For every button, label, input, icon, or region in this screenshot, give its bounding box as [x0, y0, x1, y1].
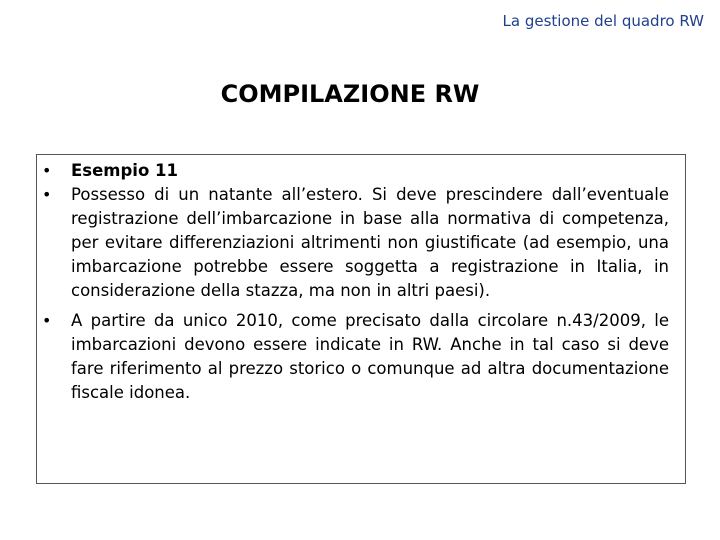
- bullet-dot-icon: •: [42, 311, 52, 330]
- header-text: La gestione del quadro RW: [502, 12, 704, 30]
- bullet-list: [37, 159, 669, 405]
- bullet-text-unico-2010: A partire da unico 2010, come precisato dalla circolare n.43/2009, le imbarcazioni devono essere indicate in RW. Anche in tal caso si deve fare riferimento al prezzo storico o comunque ad altra documentazione fiscale idonea.: [71, 311, 669, 402]
- bullet-dot-icon: •: [42, 161, 52, 180]
- bullet-text-possesso: Possesso di un natante all’estero. Si deve prescindere dall’eventuale registrazione dell’imbarcazione in base alla normativa di competenza, per evitare differenziazioni altrimenti non giustificate (ad esempio, una imbarcazione potrebbe essere soggetta a registrazione in Italia, in considerazione della stazza, ma non in altri paesi).: [71, 185, 669, 300]
- content-box: [36, 154, 686, 484]
- bullet-item-example: [37, 159, 669, 183]
- slide-title: COMPILAZIONE RW: [220, 80, 480, 108]
- example-heading: Esempio 11: [71, 161, 178, 180]
- bullet-item-possesso: [37, 183, 669, 303]
- bullet-item-unico-2010: [37, 309, 669, 405]
- bullet-dot-icon: •: [42, 185, 52, 204]
